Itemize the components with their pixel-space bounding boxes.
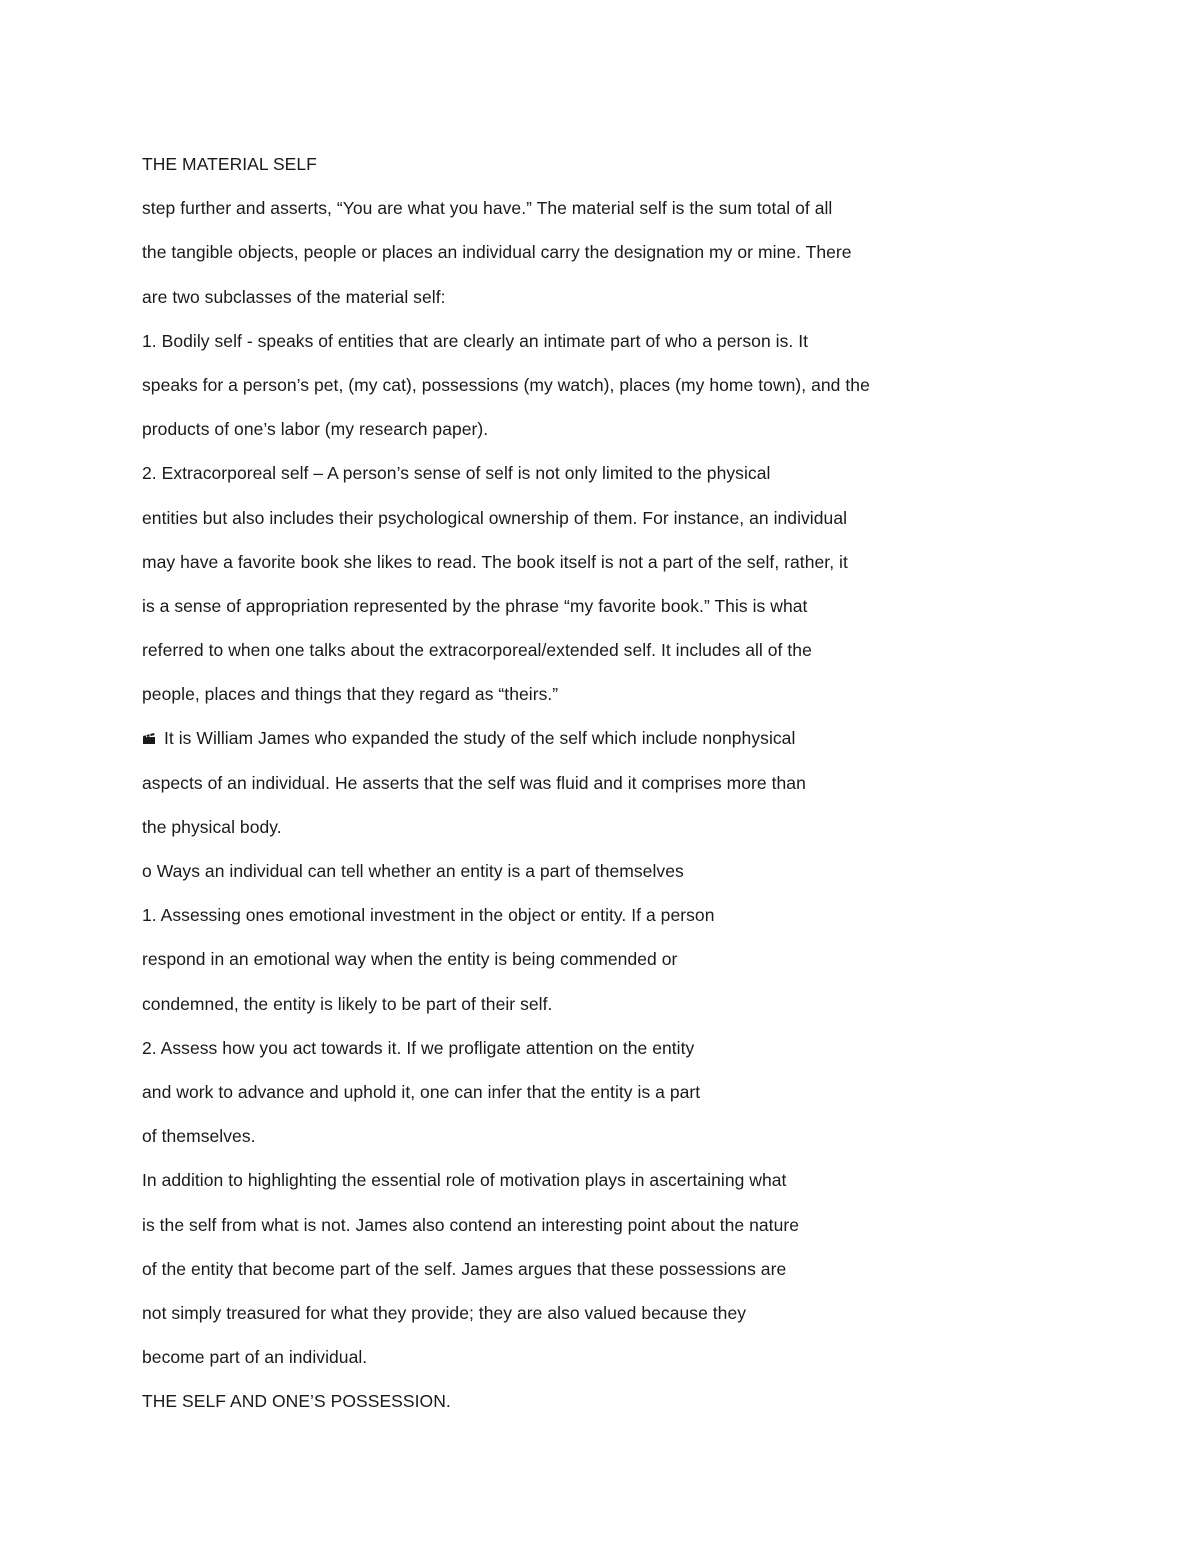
paragraph-line: In addition to highlighting the essential role of motivation plays in ascertaining what <box>142 1170 787 1191</box>
paragraph-line: is the self from what is not. James also contend an interesting point about the nature <box>142 1214 800 1235</box>
paragraph-line: are two subclasses of the material self: <box>142 286 446 307</box>
paragraph-line: entities but also includes their psychological ownership of them. For instance, an individual <box>142 507 848 528</box>
paragraph-line: become part of an individual. <box>142 1347 368 1368</box>
paragraph-line: may have a favorite book she likes to read. The book itself is not a part of the self, rather, it <box>142 551 848 572</box>
bullet-line <box>142 716 1002 760</box>
clapperboard-icon <box>142 717 156 730</box>
paragraph-line: people, places and things that they regard as “theirs.” <box>142 684 559 705</box>
list-item-act-towards: 2. Assess how you act towards it. If we profligate attention on the entity <box>142 1037 695 1058</box>
sub-bullet-line: o Ways an individual can tell whether an entity is a part of themselves <box>142 861 684 881</box>
document-title: THE MATERIAL SELF <box>142 154 317 174</box>
paragraph-line: speaks for a person’s pet, (my cat), possessions (my watch), places (my home town), and the <box>142 374 870 395</box>
list-item-extracorporeal-self: 2. Extracorporeal self – A person’s sense of self is not only limited to the physical <box>142 463 771 484</box>
paragraph-line: of the entity that become part of the self. James argues that these possessions are <box>142 1258 787 1279</box>
paragraph-line: aspects of an individual. He asserts that the self was fluid and it comprises more than <box>142 772 806 793</box>
paragraph-line: of themselves. <box>142 1126 256 1147</box>
paragraph-line: condemned, the entity is likely to be part of their self. <box>142 993 553 1014</box>
list-item-bodily-self: 1. Bodily self - speaks of entities that are clearly an intimate part of who a person is. It <box>142 330 809 351</box>
paragraph-line: and work to advance and uphold it, one can infer that the entity is a part <box>142 1081 701 1102</box>
paragraph-line: the tangible objects, people or places an individual carry the designation my or mine. There <box>142 242 852 263</box>
paragraph-line: not simply treasured for what they provide; they are also valued because they <box>142 1302 747 1323</box>
paragraph-line: step further and asserts, “You are what you have.” The material self is the sum total of all <box>142 198 833 219</box>
section-heading: THE SELF AND ONE’S POSSESSION. <box>142 1391 451 1412</box>
list-item-emotional-investment: 1. Assessing ones emotional investment in the object or entity. If a person <box>142 905 715 926</box>
paragraph-line: respond in an emotional way when the entity is being commended or <box>142 949 678 970</box>
document-body <box>142 142 1002 1423</box>
paragraph-line: referred to when one talks about the extracorporeal/extended self. It includes all of the <box>142 640 812 661</box>
paragraph-line: products of one’s labor (my research paper). <box>142 419 489 440</box>
paragraph-line: the physical body. <box>142 816 282 837</box>
paragraph-line: is a sense of appropriation represented by the phrase “my favorite book.” This is what <box>142 595 808 616</box>
bullet-line-text: It is William James who expanded the study of the self which include nonphysical <box>164 728 796 749</box>
